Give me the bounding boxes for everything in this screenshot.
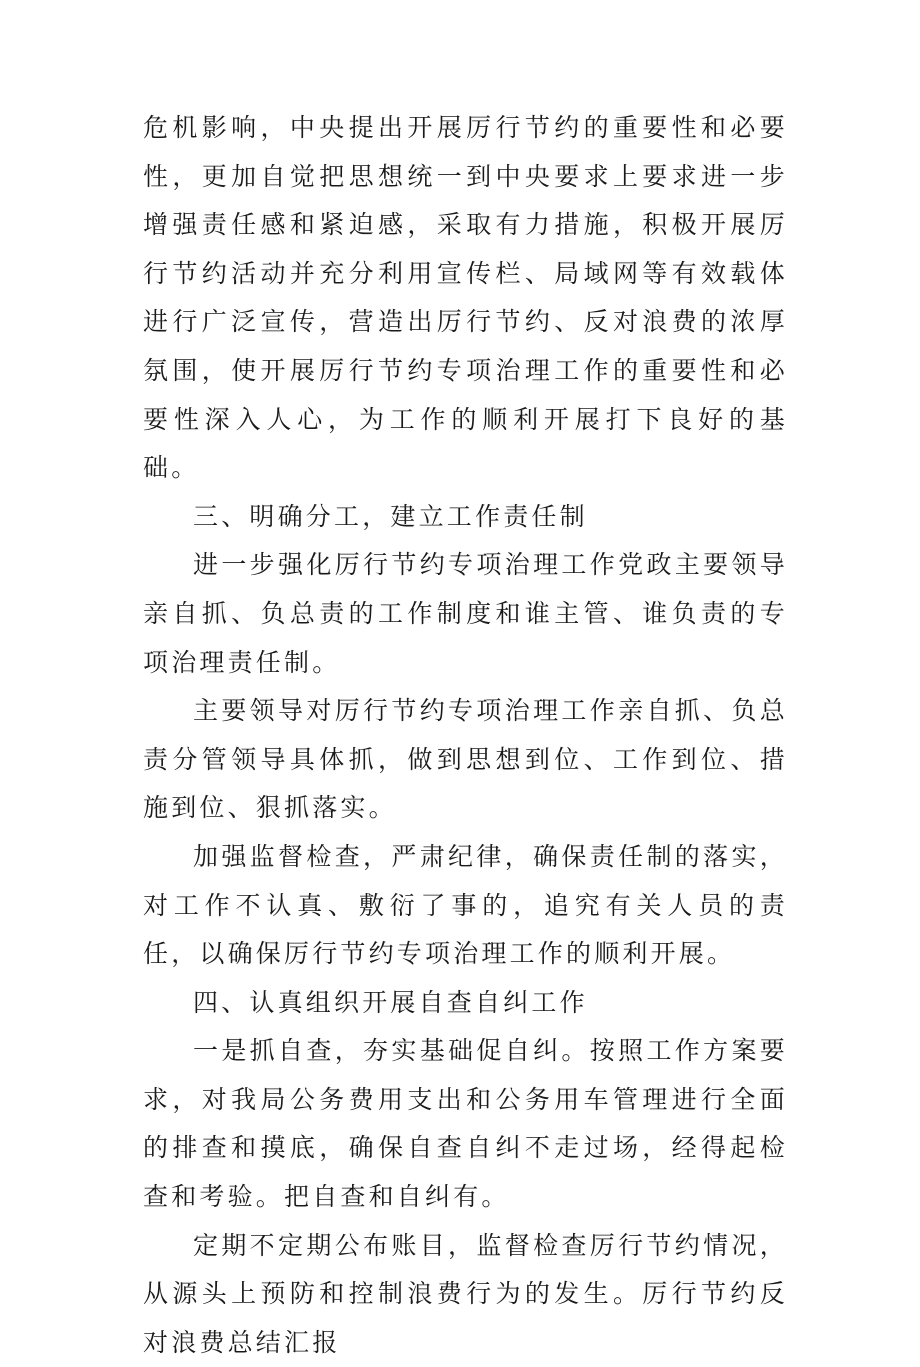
paragraph-accounts-disclosure: 定期不定期公布账目，监督检查厉行节约情况，从源头上预防和控制浪费行为的发生。厉行节约反对浪费总结汇报 xyxy=(143,1230,788,1357)
paragraph-supervision: 加强监督检查，严肃纪律，确保责任制的落实，对工作不认真、敷衍了事的，追究有关人员的责任，以确保厉行节约专项治理工作的顺利开展。 xyxy=(143,841,788,969)
section-heading-four: 四、认真组织开展自查自纠工作 xyxy=(193,987,588,1017)
paragraph-self-inspection: 一是抓自查，夯实基础促自纠。按照工作方案要求，对我局公务费用支出和公务用车管理进行全面的排查和摸底，确保自查自纠不走过场，经得起检查和考验。把自查和自纠有。 xyxy=(143,1036,788,1212)
paragraph-leadership: 主要领导对厉行节约专项治理工作亲自抓、负总责分管领导具体抓，做到思想到位、工作到位、措施到位、狠抓落实。 xyxy=(143,696,788,823)
paragraph-responsibility-system: 进一步强化厉行节约专项治理工作党政主要领导亲自抓、负总责的工作制度和谁主管、谁负责的专项治理责任制。 xyxy=(143,550,788,677)
section-heading-three: 三、明确分工，建立工作责任制 xyxy=(193,501,588,531)
paragraph-crisis-impact: 危机影响，中央提出开展厉行节约的重要性和必要性，更加自觉把思想统一到中央要求上要求进一步增强责任感和紧迫感，采取有力措施，积极开展厉行节约活动并充分利用宣传栏、局域网等有效载体进行广泛宣传，营造出厉行节约、反对浪费的浓厚氛围，使开展厉行节约专项治理工作的重要性和必要性深入人心，为工作的顺利开展打下良好的基础。 xyxy=(143,113,788,483)
document-body xyxy=(143,104,788,1367)
